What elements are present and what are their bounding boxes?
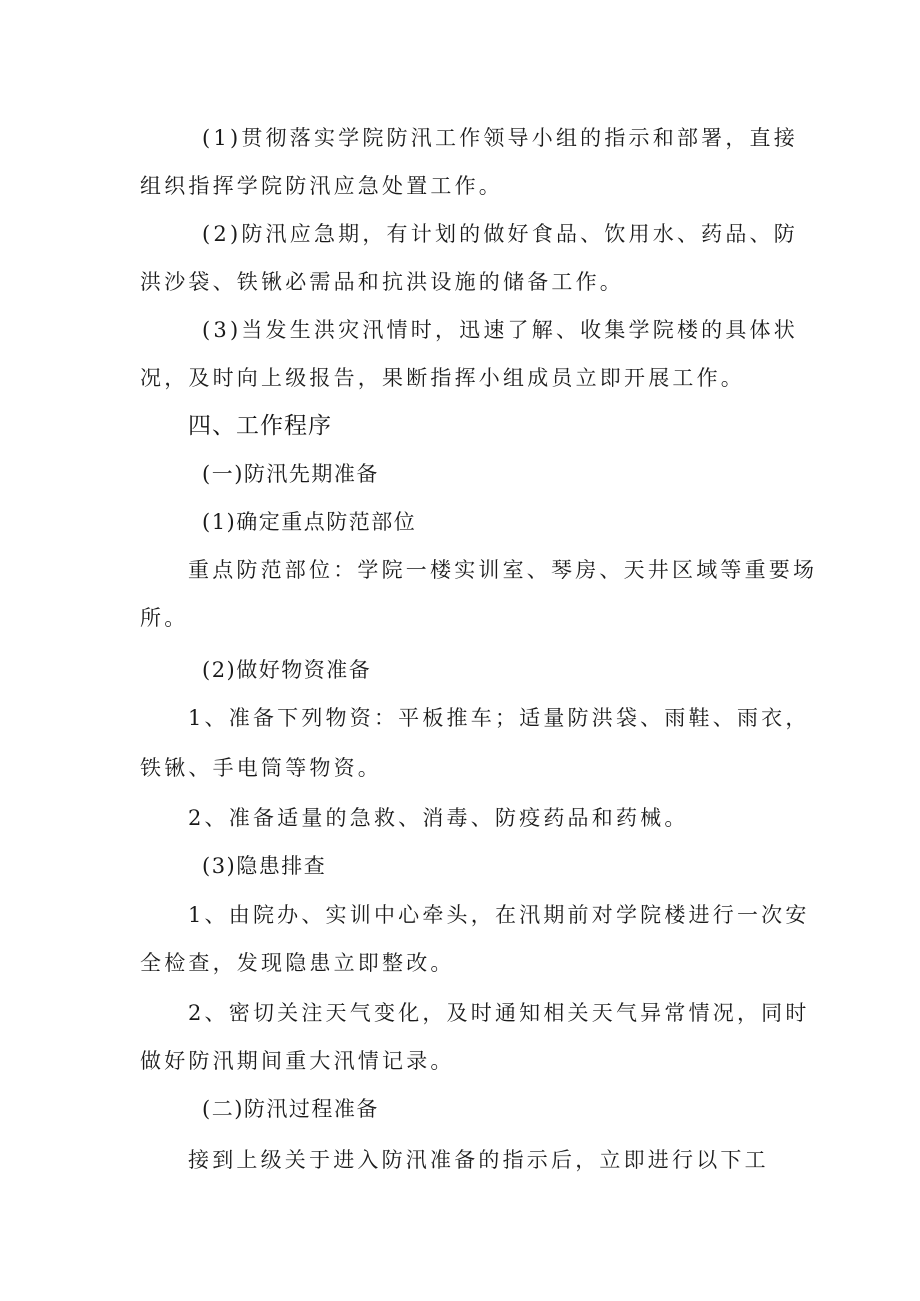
subsection-1-title: (一)防汛先期准备 xyxy=(202,462,379,486)
paragraph-2-line-1: (2)防汛应急期，有计划的做好食品、饮用水、药品、防 xyxy=(202,222,798,246)
paragraph-3-line-2: 况，及时向上级报告，果断指挥小组成员立即开展工作。 xyxy=(140,366,745,390)
item-1-title: (1)确定重点防范部位 xyxy=(202,510,417,534)
item-3-point-2-line-1: 2、密切关注天气变化，及时通知相关天气异常情况，同时 xyxy=(188,1001,810,1025)
item-3-point-1-line-1: 1、由院办、实训中心牵头，在汛期前对学院楼进行一次安 xyxy=(188,903,810,927)
item-2-point-1-line-1: 1、准备下列物资：平板推车；适量防洪袋、雨鞋、雨衣， xyxy=(188,706,810,730)
item-3-point-2-line-2: 做好防汛期间重大汛情记录。 xyxy=(140,1049,455,1073)
paragraph-1-line-2: 组织指挥学院防汛应急处置工作。 xyxy=(140,174,503,198)
section-heading: 四、工作程序 xyxy=(188,413,332,439)
item-2-title: (2)做好物资准备 xyxy=(202,658,372,682)
item-1-line-2: 所。 xyxy=(140,606,189,630)
item-2-point-2-line-1: 2、准备适量的急救、消毒、防疫药品和药械。 xyxy=(188,806,689,830)
item-3-title: (3)隐患排查 xyxy=(202,854,327,878)
paragraph-3-line-1: (3)当发生洪灾汛情时，迅速了解、收集学院楼的具体状 xyxy=(202,318,798,342)
subsection-2-title: (二)防汛过程准备 xyxy=(202,1097,379,1121)
item-2-point-1-line-2: 铁锹、手电筒等物资。 xyxy=(140,756,382,780)
subsection-2-line-1: 接到上级关于进入防汛准备的指示后，立即进行以下工 xyxy=(188,1148,769,1172)
item-1-line-1: 重点防范部位：学院一楼实训室、琴房、天井区域等重要场 xyxy=(188,558,818,582)
paragraph-2-line-2: 洪沙袋、铁锹必需品和抗洪设施的储备工作。 xyxy=(140,270,624,294)
item-3-point-1-line-2: 全检查，发现隐患立即整改。 xyxy=(140,951,455,975)
paragraph-1-line-1: (1)贯彻落实学院防汛工作领导小组的指示和部署，直接 xyxy=(202,126,798,150)
